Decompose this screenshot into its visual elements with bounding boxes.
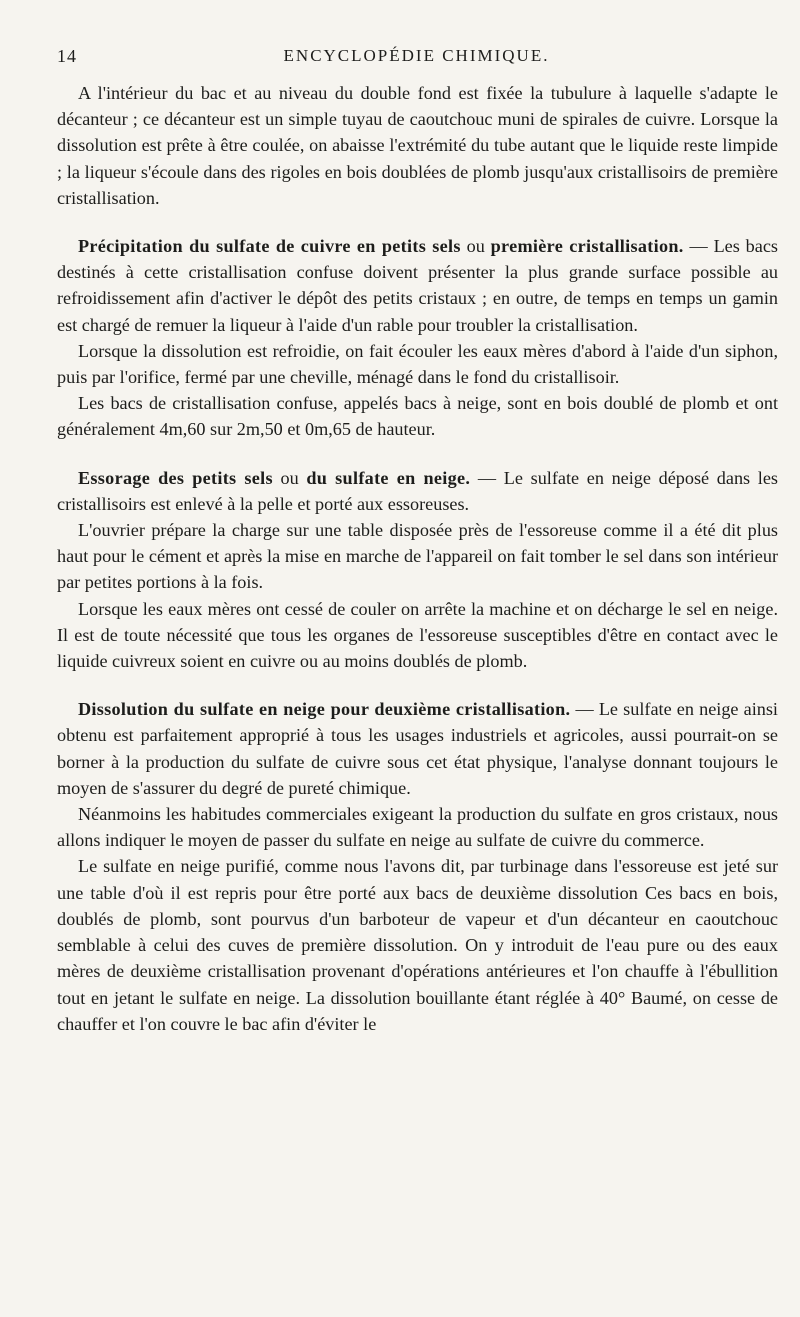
section-paragraph-essorage [57,465,778,517]
paragraph: Néanmoins les habitudes commerciales exigeant la production du sulfate en gros cristaux, nous allons indiquer le moyen de passer du sulfate en neige au sulfate de cuivre du commerce. [57,804,778,851]
section-heading-precipitation-alt: première cristallisation. [490,236,684,257]
paragraph-text: — Le sulfate en neige ainsi obtenu est parfaitement approprié à tous les usages industriels et agricoles, aussi pourrait-on se borner à la production du sulfate de cuivre sous cet état physique, l'analyse donnant toujours le moyen de s'assurer du degré de pureté chimique. [57,699,778,798]
section-heading-essorage: Essorage des petits sels [78,467,273,488]
section-heading-precipitation: Précipitation du sulfate de cuivre en petits sels [78,236,461,257]
paragraph-text: — Les bacs destinés à cette cristallisation confuse doivent présenter la plus grande surface possible au refroidissement afin d'activer le dépôt des petits cristaux ; en outre, de temps en temps un gamin est chargé de remuer la liqueur à l'aide d'un rable pour troubler la cristallisation. [57,236,778,335]
paragraph-text: — Le sulfate en neige déposé dans les cristallisoirs est enlevé à la pelle et porté aux essoreuses. [57,467,778,514]
paragraph: Le sulfate en neige purifié, comme nous l'avons dit, par turbinage dans l'essoreuse est jeté sur une table d'où il est repris pour être porté aux bacs de deuxième dissolution Ces bacs en bois, doublés de plomb, sont pourvus d'un barboteur de vapeur et d'un décanteur en caoutchouc semblable à celui des cuves de première dissolution. On y introduit de l'eau pure ou des eaux mères de deuxième cristallisation provenant d'opérations antérieures et l'on chauffe à l'ébullition tout en jetant le sulfate en neige. La dissolution bouillante étant réglée à 40° Baumé, on cesse de chauffer et l'on couvre le bac afin d'éviter le [57,856,778,1034]
paragraph: L'ouvrier prépare la charge sur une table disposée près de l'essoreuse comme il a été dit plus haut pour le cément et après la mise en marche de l'appareil on fait tomber le sel dans son intérieur par petites portions à la fois. [57,520,778,593]
paragraph: Les bacs de cristallisation confuse, appelés bacs à neige, sont en bois doublé de plomb et ont généralement 4m,60 sur 2m,50 et 0m,65 de hauteur. [57,393,778,440]
section-heading-essorage-alt: du sulfate en neige. [306,467,471,488]
running-title: ENCYCLOPÉDIE CHIMIQUE. [283,46,550,65]
body-text [57,80,778,1037]
page-header [57,46,776,72]
page-number: 14 [57,46,77,66]
paragraph: A l'intérieur du bac et au niveau du double fond est fixée la tubulure à laquelle s'adapte le décanteur ; ce décanteur est un simple tuyau de caoutchouc muni de spirales de cuivre. Lorsque la dissolution est prête à être coulée, on abaisse l'extrémité du tube autant que le liquide reste limpide ; la liqueur s'écoule dans des rigoles en bois doublées de plomb jusqu'aux cristallisoirs de première cristallisation. [57,83,778,208]
paragraph: Lorsque les eaux mères ont cessé de couler on arrête la machine et on décharge le sel en neige. Il est de toute nécessité que tous les organes de l'essoreuse susceptibles d'être en contact avec le liquide cuivreux soient en cuivre ou au moins doublés de plomb. [57,598,778,672]
section-heading-dissolution: Dissolution du sulfate en neige pour deuxième cristallisation. [78,699,571,720]
heading-connector: ou [460,236,491,257]
section-paragraph-dissolution [57,696,778,801]
section-paragraph-precipitation [57,233,778,338]
paragraph: Lorsque la dissolution est refroidie, on fait écouler les eaux mères d'abord à l'aide d'un siphon, puis par l'orifice, fermé par une cheville, ménagé dans le fond du cristallisoir. [57,340,778,388]
heading-connector: ou [272,467,307,488]
